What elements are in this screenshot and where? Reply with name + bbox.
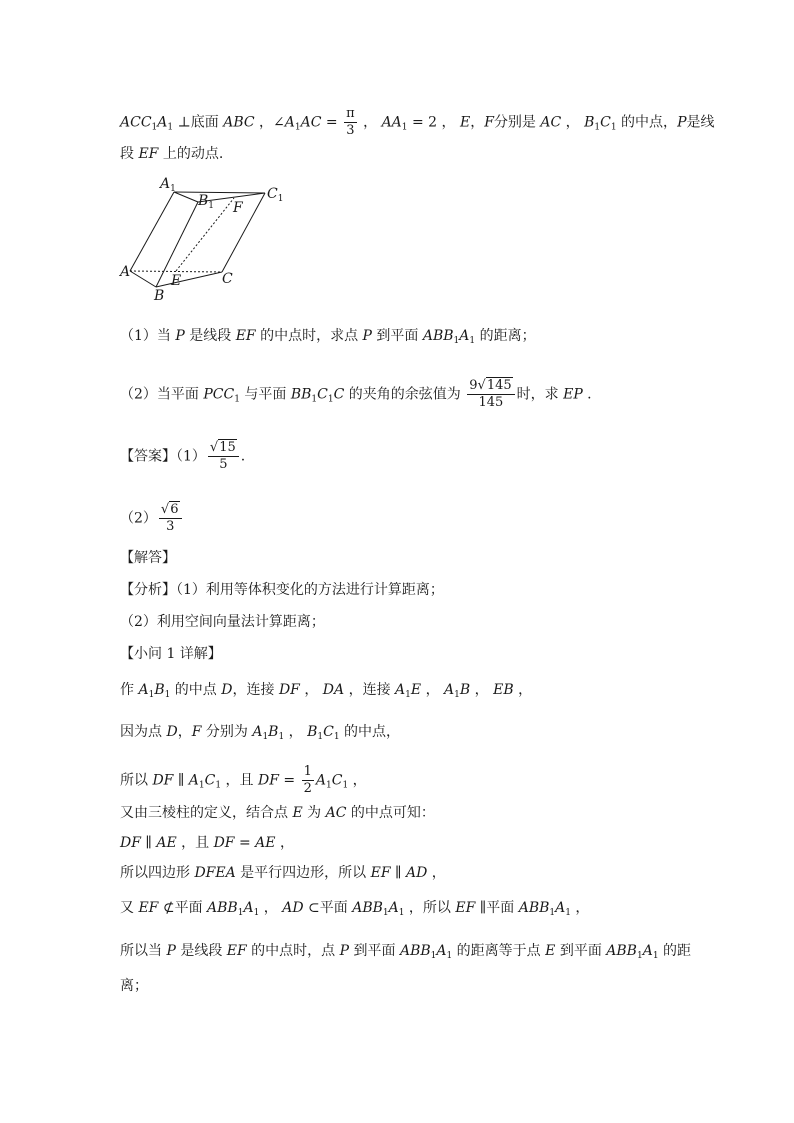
text: 的距离等于点: [452, 943, 546, 959]
frac-den: 3: [344, 122, 357, 139]
text: ，: [299, 682, 323, 698]
math: DA: [322, 682, 345, 698]
sub: 1: [446, 951, 453, 961]
text: ，: [275, 835, 294, 851]
text: 的中点，: [616, 114, 678, 131]
math: ABB: [399, 943, 431, 959]
math: EF: [455, 900, 476, 916]
sub: 1: [453, 336, 460, 346]
edge-ab: [130, 271, 156, 287]
text: ，: [421, 682, 445, 698]
label-e: E: [171, 273, 182, 289]
text: ，: [561, 114, 585, 131]
sub: 1: [430, 951, 437, 961]
math: A: [642, 943, 653, 959]
frac-den: 145: [467, 394, 514, 411]
sub: 1: [342, 780, 349, 791]
frac-num: [159, 502, 182, 518]
sub: 1: [405, 690, 411, 700]
math: AC: [325, 805, 347, 821]
math: EF: [138, 900, 159, 916]
math: A: [243, 900, 254, 916]
math: E: [292, 805, 303, 821]
frac-den: 2: [303, 781, 312, 796]
math: A: [284, 114, 295, 131]
text: ，: [470, 682, 494, 698]
math: ABB: [352, 900, 383, 916]
answer-line-2: [120, 502, 184, 535]
math: DF: [152, 772, 174, 789]
text: ∥平面: [475, 900, 519, 916]
text: .: [582, 386, 592, 403]
math: ABB: [207, 900, 238, 916]
frac-num: [467, 378, 514, 394]
sub: 1: [636, 951, 643, 961]
math: C: [317, 386, 328, 403]
math: A: [436, 943, 447, 959]
sub: 1: [278, 732, 285, 742]
text: 的中点时，求点: [255, 328, 363, 344]
math: B: [268, 724, 279, 740]
math: A: [388, 900, 399, 916]
math: C: [600, 114, 611, 131]
math: ABB: [606, 943, 637, 959]
text: 为: [302, 805, 326, 821]
text: 又由三棱柱的定义，结合点: [120, 805, 293, 821]
solution-step-4: [120, 803, 435, 823]
math: EF: [138, 146, 159, 162]
math: ABB: [422, 328, 454, 344]
math: P: [339, 943, 350, 959]
sqrt-arg: 15: [219, 440, 236, 455]
math: C: [333, 386, 345, 403]
text: 又: [120, 900, 139, 916]
text: 段: [120, 146, 139, 162]
math: EF: [226, 943, 247, 959]
sub: 1: [382, 908, 389, 918]
frac-num: 1: [303, 764, 312, 779]
text: 是线: [686, 114, 715, 131]
label-a: A: [120, 264, 131, 280]
sub: 1: [327, 394, 334, 405]
edge-a1b1: [174, 192, 198, 202]
problem-line-2: [120, 144, 223, 164]
question-2: [120, 378, 592, 411]
text: 的中点时，点: [246, 943, 340, 959]
label-f: F: [233, 200, 243, 216]
sub: 1: [398, 908, 405, 918]
math: EF: [370, 865, 391, 881]
sub: 1: [262, 732, 269, 742]
math: A: [252, 724, 263, 740]
text: 分别为: [201, 724, 253, 740]
text: 所以四边形: [120, 865, 195, 881]
math: DF: [120, 835, 141, 851]
text: ，: [348, 772, 367, 789]
sqrt: √145: [477, 378, 512, 393]
math: C: [331, 772, 343, 789]
sub: 1: [237, 908, 244, 918]
answer-line-1: [120, 440, 245, 473]
solution-step-8: [120, 941, 691, 961]
text: 因为点: [120, 724, 167, 740]
text: 是线段: [184, 328, 236, 344]
sub: 1: [167, 122, 174, 133]
text: ，: [358, 114, 382, 131]
math: A: [138, 682, 149, 698]
math: AE: [156, 835, 177, 851]
text: 是平行四边形，所以: [235, 865, 371, 881]
analysis-2: （2）利用空间向量法计算距离；: [120, 614, 325, 630]
solution-step-7: [120, 898, 589, 918]
solution-step-1: [120, 680, 532, 700]
text: 时，求: [516, 386, 564, 403]
math: DF: [213, 835, 235, 851]
math: C: [323, 724, 334, 740]
sub: 1: [652, 951, 659, 961]
prism-figure: [118, 175, 308, 305]
text: 的中点可知：: [346, 805, 435, 821]
text: ，∠: [254, 114, 285, 131]
math: B: [584, 114, 595, 131]
sqrt-arg: 145: [486, 378, 512, 393]
math: P: [362, 328, 372, 344]
solution-step-6: [120, 863, 446, 883]
math: A: [315, 772, 326, 789]
text: =: [234, 835, 256, 851]
text: 与平面: [239, 386, 291, 403]
text: 的距离；: [475, 328, 536, 344]
sqrt-arg: 6: [170, 502, 179, 517]
text: 到平面: [555, 943, 607, 959]
text: ，且: [221, 772, 258, 789]
label-b: B: [154, 288, 165, 304]
fraction-cosine: [467, 378, 514, 411]
text: ，: [470, 114, 485, 131]
coef: 9: [469, 378, 478, 393]
math: A: [188, 772, 199, 789]
math: P: [677, 114, 687, 131]
sqrt: √6: [160, 502, 179, 517]
text: （2）: [120, 510, 157, 527]
text: ，连接: [232, 682, 279, 698]
solution-heading: 【解答】: [120, 550, 176, 566]
frac-den: 5: [208, 456, 239, 473]
frac-den: 3: [159, 518, 182, 535]
math-acc: ACC: [120, 114, 152, 131]
math: EB: [493, 682, 514, 698]
text: （2）当平面: [120, 386, 204, 403]
sub: 1: [317, 732, 324, 742]
sub: 1: [401, 122, 408, 133]
subquestion-1-heading: 【小问 1 详解】: [120, 646, 222, 662]
math: DF: [278, 682, 300, 698]
label-c: C: [222, 271, 233, 287]
math: AA: [381, 114, 402, 131]
math: EF: [235, 328, 256, 344]
math: ABB: [518, 900, 550, 916]
fraction-pi-over-3: [344, 106, 357, 139]
text: = 2 ，: [407, 114, 460, 131]
sub: 1: [549, 908, 556, 918]
math: DFEA: [194, 865, 236, 881]
answer-heading: 【答案】（1）: [120, 448, 206, 465]
text: ⊄平面: [158, 900, 208, 916]
solution-step-9: 离；: [120, 978, 148, 994]
math: B: [307, 724, 318, 740]
text: 的夹角的余弦值为: [344, 386, 466, 403]
math: E: [459, 114, 471, 131]
math-a: A: [157, 114, 168, 131]
sub: 1: [469, 336, 476, 346]
label-b1: $B_1$: [198, 193, 215, 211]
sub: 1: [565, 908, 571, 918]
math: B: [459, 682, 471, 698]
solution-step-3: [120, 764, 367, 797]
math: AD: [282, 900, 304, 916]
text: =: [321, 114, 343, 131]
text: ，: [513, 682, 533, 698]
math: P: [166, 943, 176, 959]
problem-line-1: [120, 106, 714, 139]
math: E: [545, 943, 556, 959]
math: A: [459, 328, 470, 344]
solution-step-2: [120, 722, 400, 742]
sub: 1: [253, 908, 260, 918]
text: ，: [570, 900, 590, 916]
text: =: [278, 772, 300, 789]
math: A: [395, 682, 406, 698]
sub: 1: [294, 122, 301, 133]
fraction-answer-2: [159, 502, 182, 535]
text: ，: [259, 900, 283, 916]
frac-num: [208, 440, 239, 456]
edge-bc: [156, 272, 222, 287]
text: ，: [427, 865, 446, 881]
fraction-one-half: [302, 764, 314, 797]
text: ⊥底面: [173, 114, 224, 131]
text: 到平面: [371, 328, 423, 344]
math-abc: ABC: [223, 114, 255, 131]
text: .: [240, 448, 246, 465]
text: 作: [120, 682, 139, 698]
sub: 1: [326, 780, 332, 791]
sub: 1: [610, 122, 617, 133]
math: A: [555, 900, 566, 916]
solution-step-5: [120, 833, 294, 853]
sub: 1: [594, 122, 601, 133]
text: ，: [284, 724, 308, 740]
text: ∥: [390, 865, 406, 881]
sub: 1: [333, 732, 340, 742]
math: AC: [300, 114, 322, 131]
text: ，连接: [344, 682, 396, 698]
math: F: [484, 114, 494, 131]
math: P: [175, 328, 185, 344]
text: 是线段: [175, 943, 227, 959]
math: B: [154, 682, 165, 698]
math: E: [410, 682, 422, 698]
sub: 1: [148, 690, 155, 700]
math: PCC: [203, 386, 235, 403]
text: （1）当: [120, 328, 176, 344]
text: 的中点，: [339, 724, 401, 740]
question-1: [120, 326, 536, 346]
math: AD: [405, 865, 428, 881]
text: 所以当: [120, 943, 167, 959]
text: ∥: [140, 835, 157, 851]
edge-a1c1: [174, 192, 265, 193]
sub: 1: [311, 394, 318, 405]
sub: 1: [164, 690, 171, 700]
text: 的中点: [170, 682, 222, 698]
math: C: [204, 772, 216, 789]
text: ，所以: [404, 900, 456, 916]
text: 分别是: [493, 114, 541, 131]
math: F: [191, 724, 202, 740]
text: 的距: [658, 943, 692, 959]
edge-aa1: [130, 192, 174, 271]
label-a1: $A_1$: [160, 176, 176, 194]
text: ⊂平面: [303, 900, 353, 916]
edge-ac-hidden: [130, 271, 222, 272]
sub: 1: [198, 780, 205, 791]
text: ∥: [173, 772, 189, 789]
sub: 1: [454, 690, 460, 700]
text: ，且: [176, 835, 214, 851]
frac-num: π: [346, 106, 355, 121]
text: 上的动点.: [158, 146, 224, 162]
label-c1: $C_1$: [267, 186, 284, 204]
sub: 1: [215, 780, 222, 791]
math: A: [444, 682, 455, 698]
math: BB: [290, 386, 312, 403]
sqrt: √15: [209, 440, 236, 455]
math: DF: [258, 772, 279, 789]
math: AC: [540, 114, 562, 131]
text: ，: [177, 724, 192, 740]
sub: 1: [151, 122, 158, 133]
analysis-1: 【分析】（1）利用等体积变化的方法进行计算距离；: [120, 582, 444, 598]
math: D: [166, 724, 178, 740]
math: D: [221, 682, 233, 698]
sub: 1: [234, 394, 240, 405]
math: EP: [563, 386, 583, 403]
text: 到平面: [349, 943, 400, 959]
math: AE: [255, 835, 276, 851]
fraction-answer-1: [208, 440, 239, 473]
text: 所以: [120, 772, 153, 789]
